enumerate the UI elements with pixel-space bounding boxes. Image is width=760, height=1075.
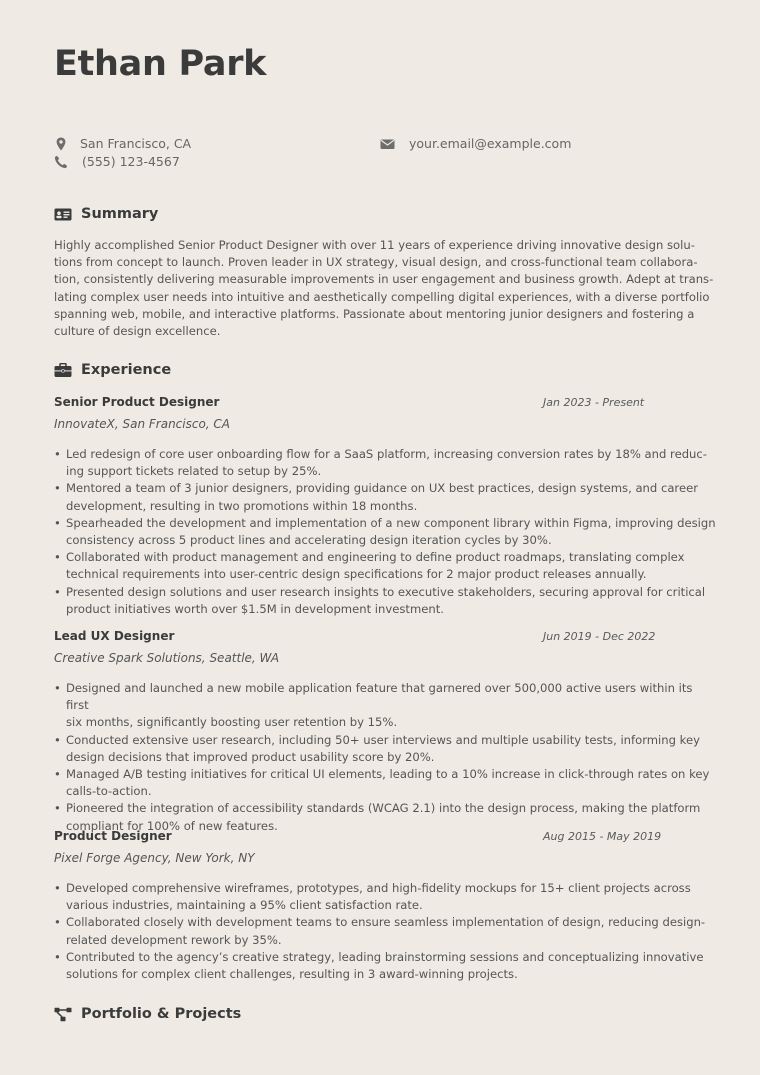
job-bullets <box>54 680 716 835</box>
summary-line: culture of design excellence. <box>54 324 221 339</box>
job-title: Product Designer <box>54 829 172 843</box>
experience-title: Experience <box>81 362 172 378</box>
diagram-icon <box>54 1007 72 1022</box>
summary-line: lating complex user needs into intuitive and aesthetically compelling digital experiences, with a diverse portfolio <box>54 289 710 304</box>
contact-location <box>54 136 191 151</box>
list-item: • Led redesign of core user onboarding flow for a SaaS platform, increasing conversion rates by 18% and reduc- ing support tickets related to setup by 25%. <box>54 446 716 480</box>
list-item: • Collaborated with product management and engineering to define product roadmaps, translating complex technical requirements into user-centric design specifications for 2 major product releases annually. <box>54 549 716 583</box>
experience-heading <box>54 362 171 378</box>
list-item: • Conducted extensive user research, including 50+ user interviews and multiple usability tests, informing key design decisions that improved product usability score by 20%. <box>54 732 716 766</box>
list-item: • Managed A/B testing initiatives for critical UI elements, leading to a 10% increase in click-through rates on key calls-to-action. <box>54 766 716 800</box>
contact-email[interactable] <box>380 136 571 151</box>
candidate-name: Ethan Park <box>54 44 267 84</box>
job-company: Pixel Forge Agency, New York, NY <box>54 851 255 865</box>
job-dates: Jun 2019 - Dec 2022 <box>543 630 656 643</box>
portfolio-heading <box>54 1006 241 1022</box>
summary-heading <box>54 206 158 222</box>
job-company: InnovateX, San Francisco, CA <box>54 417 231 431</box>
briefcase-icon <box>54 363 72 378</box>
job-dates: Jan 2023 - Present <box>543 396 645 409</box>
contact-phone <box>54 154 180 169</box>
email-text[interactable]: your.email@example.com <box>409 136 572 151</box>
job-bullets <box>54 880 716 983</box>
phone-icon <box>54 155 68 169</box>
list-item: • Designed and launched a new mobile application feature that garnered over 500,000 active users within its first six months, significantly boosting user retention by 15%. <box>54 680 716 732</box>
envelope-icon <box>380 137 395 151</box>
job-title: Lead UX Designer <box>54 629 175 643</box>
map-pin-icon <box>54 137 68 151</box>
list-item: • Developed comprehensive wireframes, prototypes, and high-fidelity mockups for 15+ client projects across various industries, maintaining a 95% client satisfaction rate. <box>54 880 716 914</box>
summary-text <box>54 237 714 340</box>
job-company: Creative Spark Solutions, Seattle, WA <box>54 651 280 665</box>
list-item: • Presented design solutions and user research insights to executive stakeholders, securing approval for critical product initiatives worth over $1.5M in development investment. <box>54 584 716 618</box>
list-item: • Contributed to the agency’s creative strategy, leading brainstorming sessions and conceptualizing innovative solutions for complex client challenges, resulting in 3 award-winning projects. <box>54 949 716 983</box>
list-item: • Collaborated closely with development teams to ensure seamless implementation of design, reducing design- related development rework by 35%. <box>54 914 716 948</box>
location-text: San Francisco, CA <box>80 136 192 151</box>
job-title: Senior Product Designer <box>54 395 220 409</box>
job-bullets <box>54 446 716 618</box>
summary-title: Summary <box>81 206 159 222</box>
summary-line: Highly accomplished Senior Product Designer with over 11 years of experience driving innovative design solu- <box>54 238 695 252</box>
phone-text: (555) 123-4567 <box>82 154 180 169</box>
list-item: • Pioneered the integration of accessibility standards (WCAG 2.1) into the design process, making the platform compliant for 100% of new features. <box>54 800 716 834</box>
list-item: • Spearheaded the development and implementation of a new component library within Figma, improving design consistency across 5 product lines and accelerating design iteration cycles by 30%. <box>54 515 716 549</box>
job-dates: Aug 2015 - May 2019 <box>543 830 662 843</box>
summary-line: tion, consistently delivering measurable improvements in user engagement and business growth. Adept at trans- <box>54 272 714 287</box>
portfolio-title: Portfolio & Projects <box>81 1006 242 1022</box>
summary-line: spanning web, mobile, and interactive platforms. Passionate about mentoring junior designers and fostering a <box>54 306 695 321</box>
summary-line: tions from concept to launch. Proven leader in UX strategy, visual design, and cross-functional team collabora- <box>54 255 698 270</box>
list-item: • Mentored a team of 3 junior designers, providing guidance on UX best practices, design systems, and career development, resulting in two promotions within 18 months. <box>54 480 716 514</box>
id-card-icon <box>54 207 72 222</box>
